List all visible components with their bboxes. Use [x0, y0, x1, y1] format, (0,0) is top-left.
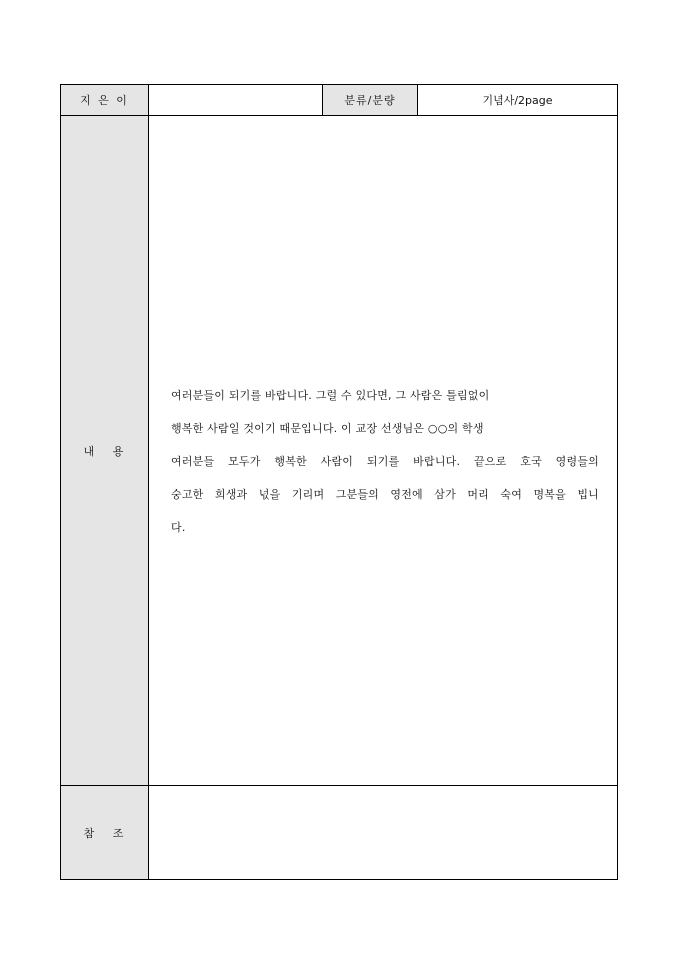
content-line: 행복한 사람일 것이기 때문입니다. 이 교장 선생님은 ○○의 학생 — [171, 422, 484, 435]
category-value: 기념사/2page — [418, 85, 618, 116]
content-text — [149, 379, 617, 544]
content-row — [61, 116, 618, 786]
content-line: 다. — [171, 521, 186, 534]
content-line: 여러분들 모두가 행복한 사람이 되기를 바랍니다. 끝으로 호국 영령들의 — [171, 455, 599, 468]
reference-value — [149, 786, 618, 880]
content-line: 여러분들이 되기를 바랍니다. 그럴 수 있다면, 그 사람은 틀림없이 — [171, 389, 490, 402]
author-label: 지 은 이 — [61, 85, 149, 116]
category-label: 분류/분량 — [323, 85, 418, 116]
author-value — [149, 85, 323, 116]
header-row — [61, 85, 618, 116]
reference-row — [61, 786, 618, 880]
content-line: 숭고한 희생과 넋을 기리며 그분들의 영전에 삼가 머리 숙여 명복을 빕니 — [171, 488, 599, 501]
content-label: 내 용 — [61, 116, 149, 786]
document-form-table — [60, 84, 618, 880]
reference-label: 참 조 — [61, 786, 149, 880]
content-cell — [149, 116, 618, 786]
